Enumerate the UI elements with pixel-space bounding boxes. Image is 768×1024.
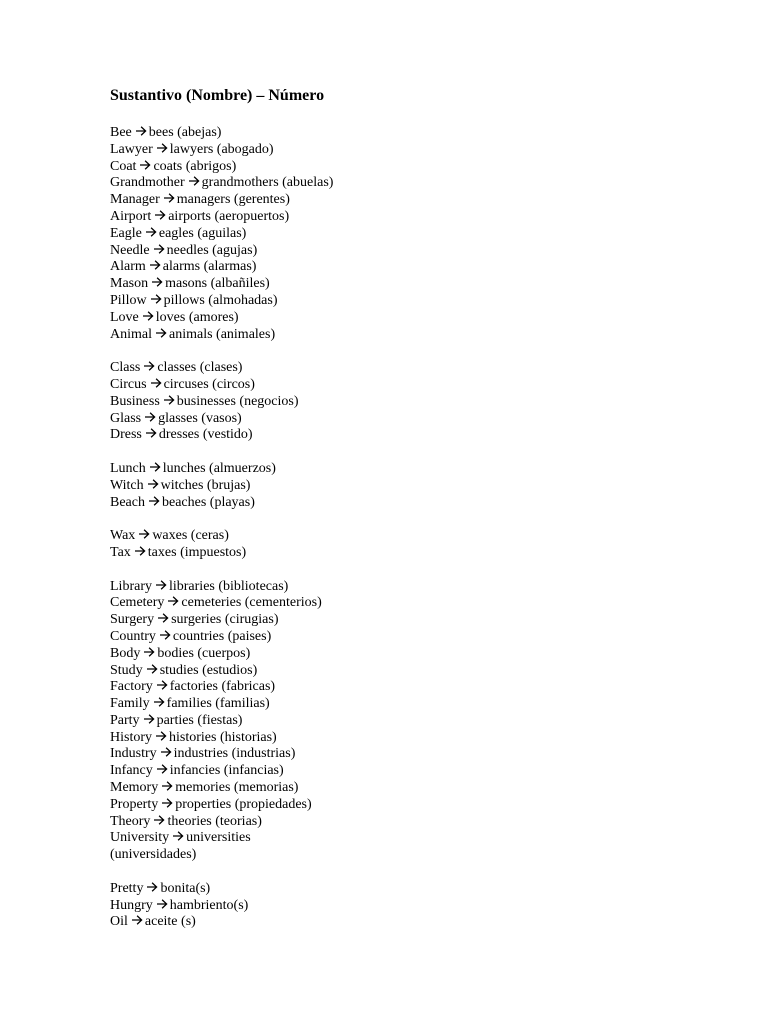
list-item [110,545,730,562]
right-arrow-icon [145,412,156,422]
word-group [110,881,730,931]
plural-translation: beaches (playas) [161,494,255,510]
singular-word: Factory [110,679,153,695]
list-item [110,780,730,797]
right-arrow-icon [147,882,158,892]
list-item [110,327,730,344]
list-item [110,226,730,243]
singular-word: Study [110,662,143,678]
list-item [110,276,730,293]
right-arrow-icon [158,613,169,623]
right-arrow-icon [150,260,161,270]
right-arrow-icon [140,160,151,170]
right-arrow-icon [162,781,173,791]
list-item [110,478,730,495]
plural-translation: businesses (negocios) [176,393,299,409]
right-arrow-icon [149,496,160,506]
singular-word: Grandmother [110,175,185,191]
list-item [110,142,730,159]
singular-word: Airport [110,208,152,224]
singular-word: Love [110,309,139,325]
singular-word: Glass [110,410,142,426]
plural-translation: classes (clases) [157,360,243,376]
right-arrow-icon [157,143,168,153]
list-item [110,612,730,629]
singular-word: Family [110,696,150,712]
plural-translation: animals (animales) [169,326,276,342]
plural-translation: masons (albañiles) [165,276,270,292]
right-arrow-icon [152,277,163,287]
word-group [110,360,730,444]
plural-translation: witches (brujas) [160,477,251,493]
singular-word: Memory [110,780,159,796]
right-arrow-icon [164,193,175,203]
list-item [110,394,730,411]
list-item [110,209,730,226]
singular-word: Infancy [110,763,153,779]
plural-translation: families (familias) [166,696,270,712]
singular-word: Theory [110,813,151,829]
plural-translation: bodies (cuerpos) [157,645,251,661]
list-item [110,663,730,680]
list-item [110,763,730,780]
plural-translation: managers (gerentes) [176,192,290,208]
list-item-continuation: (universidades) [110,847,197,863]
right-arrow-icon [156,580,167,590]
singular-word: Lunch [110,460,146,476]
document-page [110,86,730,948]
list-item [110,175,730,192]
right-arrow-icon [173,831,184,841]
right-arrow-icon [189,176,200,186]
list-item [110,595,730,612]
plural-translation: airports (aeropuertos) [168,208,290,224]
plural-translation: coats (abrigos) [153,158,237,174]
right-arrow-icon [156,328,167,338]
list-item [110,713,730,730]
list-item [110,629,730,646]
singular-word: Cemetery [110,595,165,611]
plural-translation: grandmothers (abuelas) [201,175,334,191]
right-arrow-icon [148,479,159,489]
right-arrow-icon [136,126,147,136]
list-item [110,377,730,394]
right-arrow-icon [132,915,143,925]
list-item [110,746,730,763]
singular-word: Business [110,393,160,409]
singular-word: Country [110,628,156,644]
singular-word: Bee [110,125,132,140]
singular-word: Hungry [110,897,153,913]
right-arrow-icon [156,731,167,741]
right-arrow-icon [160,630,171,640]
right-arrow-icon [144,361,155,371]
plural-translation: theories (teorias) [167,813,262,829]
list-item [110,411,730,428]
plural-translation: surgeries (cirugias) [171,612,279,628]
list-item [110,898,730,915]
right-arrow-icon [162,798,173,808]
list-item [110,461,730,478]
right-arrow-icon [154,697,165,707]
singular-word: Lawyer [110,141,153,157]
right-arrow-icon [155,210,166,220]
plural-translation: bonita(s) [160,880,211,896]
vocabulary-list [110,125,730,931]
singular-word: Property [110,796,159,812]
plural-translation: studies (estudios) [159,662,258,678]
list-item [110,259,730,276]
singular-word: Tax [110,544,131,560]
plural-translation: loves (amores) [155,309,239,325]
right-arrow-icon [157,680,168,690]
right-arrow-icon [146,428,157,438]
singular-word: Circus [110,376,147,392]
right-arrow-icon [164,395,175,405]
plural-translation: industries (industrias) [173,746,296,762]
plural-translation: memories (memorias) [175,780,299,796]
right-arrow-icon [157,764,168,774]
plural-translation: pillows (almohadas) [163,292,278,308]
right-arrow-icon [144,714,155,724]
list-item [110,814,730,831]
singular-word: Needle [110,242,150,258]
right-arrow-icon [146,227,157,237]
plural-translation: lawyers (abogado) [169,141,274,157]
list-item [110,125,730,142]
plural-translation: dresses (vestido) [158,427,253,443]
plural-translation: alarms (alarmas) [162,259,257,275]
right-arrow-icon [157,899,168,909]
plural-translation: countries (paises) [172,628,272,644]
list-item [110,579,730,596]
right-arrow-icon [144,647,155,657]
word-group [110,528,730,562]
list-item [110,696,730,713]
singular-word: Industry [110,746,157,762]
list-item [110,881,730,898]
list-item [110,914,730,931]
word-group [110,579,730,865]
singular-word: Party [110,712,140,728]
singular-word: Beach [110,494,145,510]
list-item [110,159,730,176]
singular-word: Body [110,645,141,661]
right-arrow-icon [139,529,150,539]
plural-translation: libraries (bibliotecas) [168,578,289,594]
plural-translation: histories (historias) [169,729,277,745]
plural-translation: factories (fabricas) [169,679,276,695]
list-item [110,679,730,696]
list-item [110,646,730,663]
plural-translation: lunches (almuerzos) [162,460,276,476]
list-item [110,495,730,512]
list-item [110,310,730,327]
singular-word: Dress [110,427,142,443]
plural-translation: waxes (ceras) [152,528,229,544]
singular-word: Library [110,578,152,594]
right-arrow-icon [135,546,146,556]
plural-translation: aceite (s) [144,914,196,930]
plural-translation: bees (abejas) [148,125,222,140]
list-item [110,830,730,847]
right-arrow-icon [161,747,172,757]
plural-translation: properties (propiedades) [175,796,312,812]
singular-word: Pretty [110,880,144,896]
word-group [110,125,730,343]
page-title: Sustantivo (Nombre) – Número [110,87,325,104]
singular-word: Witch [110,477,144,493]
plural-translation: needles (agujas) [166,242,258,258]
plural-translation: infancies (infancias) [169,763,284,779]
right-arrow-icon [151,378,162,388]
right-arrow-icon [154,244,165,254]
right-arrow-icon [150,462,161,472]
plural-translation: circuses (circos) [163,376,255,392]
list-item [110,797,730,814]
singular-word: Coat [110,158,137,174]
list-item [110,293,730,310]
singular-word: Alarm [110,259,146,275]
singular-word: Manager [110,192,160,208]
word-group [110,461,730,511]
singular-word: History [110,729,152,745]
singular-word: Wax [110,528,136,544]
right-arrow-icon [143,311,154,321]
list-item [110,427,730,444]
singular-word: Surgery [110,612,155,628]
right-arrow-icon [147,664,158,674]
plural-translation: cemeteries (cementerios) [181,595,322,611]
right-arrow-icon [154,815,165,825]
plural-translation: taxes (impuestos) [147,544,247,560]
singular-word: Animal [110,326,152,342]
right-arrow-icon [151,294,162,304]
plural-translation: parties (fiestas) [156,712,243,728]
list-item [110,192,730,209]
singular-word: University [110,830,170,846]
singular-word: Eagle [110,225,142,241]
right-arrow-icon [168,596,179,606]
list-item [110,360,730,377]
list-item [110,243,730,260]
list-item [110,528,730,545]
list-item [110,730,730,747]
plural-translation: eagles (aguilas) [158,225,247,241]
singular-word: Class [110,360,141,376]
plural-translation: glasses (vasos) [158,410,242,426]
singular-word: Oil [110,914,128,930]
plural-translation: universities [186,830,251,846]
singular-word: Mason [110,276,149,292]
singular-word: Pillow [110,292,147,308]
plural-translation: hambriento(s) [169,897,249,913]
